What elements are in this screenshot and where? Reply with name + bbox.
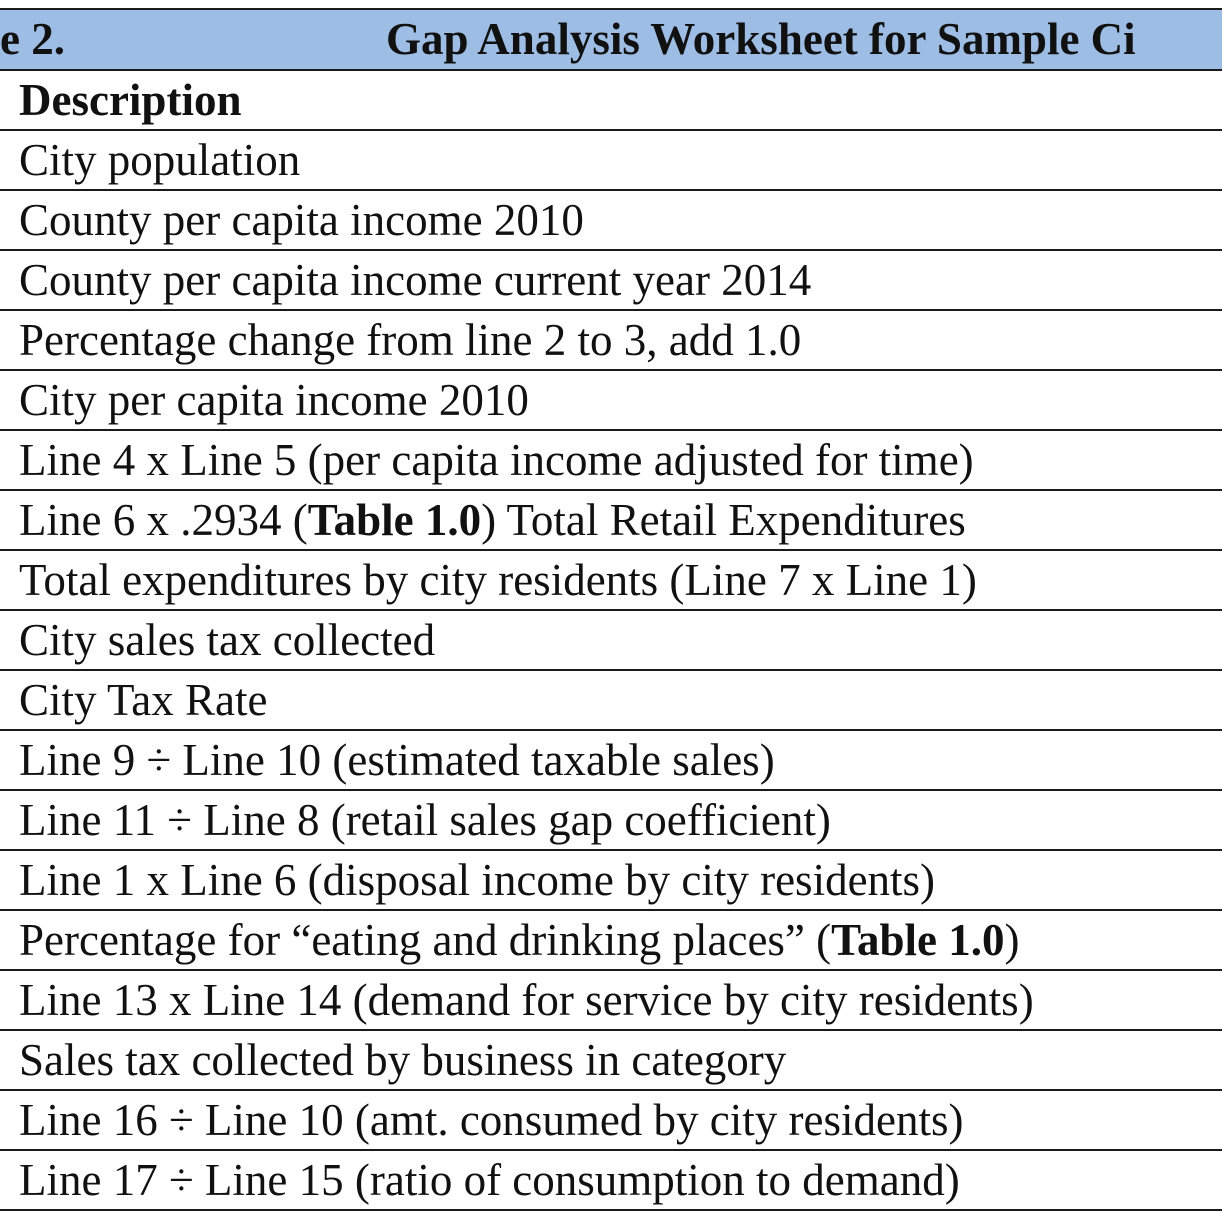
table-row xyxy=(0,251,1222,311)
row-text-pre: City population xyxy=(19,135,301,185)
table-row xyxy=(0,131,1222,191)
column-header-description: Description xyxy=(0,71,1222,131)
table-row xyxy=(0,551,1222,611)
row-text-pre: County per capita income 2010 xyxy=(19,195,584,245)
row-text-pre: Total expenditures by city residents (Line 7 x Line 1) xyxy=(19,555,977,605)
row-text-pre: City Tax Rate xyxy=(19,675,268,725)
row-text-pre: Line 9 ÷ Line 10 (estimated taxable sales) xyxy=(19,735,775,785)
gap-analysis-table xyxy=(0,8,1222,1211)
row-text-pre: City sales tax collected xyxy=(19,615,436,665)
table-row xyxy=(0,1151,1222,1211)
table-body xyxy=(0,131,1222,1211)
row-text-post: ) Total Retail Expenditures xyxy=(481,495,966,545)
row-text-pre: Sales tax collected by business in category xyxy=(19,1035,787,1085)
row-text-pre: Line 13 x Line 14 (demand for service by city residents) xyxy=(19,975,1034,1025)
row-text-pre: Percentage change from line 2 to 3, add 1.0 xyxy=(19,315,802,365)
row-text-pre: Line 17 ÷ Line 15 (ratio of consumption to demand) xyxy=(19,1155,960,1205)
row-text-pre: Percentage for “eating and drinking places” ( xyxy=(19,915,832,965)
table-row xyxy=(0,371,1222,431)
table-row xyxy=(0,791,1222,851)
row-text-pre: City per capita income 2010 xyxy=(19,375,529,425)
row-text-pre: Line 11 ÷ Line 8 (retail sales gap coefficient) xyxy=(19,795,831,845)
table-row xyxy=(0,671,1222,731)
table-row xyxy=(0,491,1222,551)
row-text-bold: Table 1.0 xyxy=(307,495,482,545)
table-row xyxy=(0,851,1222,911)
table-row xyxy=(0,311,1222,371)
table-row xyxy=(0,911,1222,971)
table-row xyxy=(0,431,1222,491)
row-text-pre: County per capita income current year 2014 xyxy=(19,255,812,305)
row-text-bold: Table 1.0 xyxy=(831,915,1005,965)
table-row xyxy=(0,611,1222,671)
table-row xyxy=(0,1091,1222,1151)
table-title-bar xyxy=(0,8,1222,71)
row-text-pre: Line 4 x Line 5 (per capita income adjusted for time) xyxy=(19,435,974,485)
table-row xyxy=(0,1031,1222,1091)
table-row xyxy=(0,191,1222,251)
table-title: Gap Analysis Worksheet for Sample Ci xyxy=(386,14,1136,64)
table-row xyxy=(0,731,1222,791)
table-row xyxy=(0,971,1222,1031)
row-text-pre: Line 1 x Line 6 (disposal income by city residents) xyxy=(19,855,936,905)
table-number-label: e 2. xyxy=(0,14,65,64)
row-text-pre: Line 6 x .2934 ( xyxy=(19,495,308,545)
row-text-post: ) xyxy=(1004,915,1020,965)
row-text-pre: Line 16 ÷ Line 10 (amt. consumed by city residents) xyxy=(19,1095,964,1145)
